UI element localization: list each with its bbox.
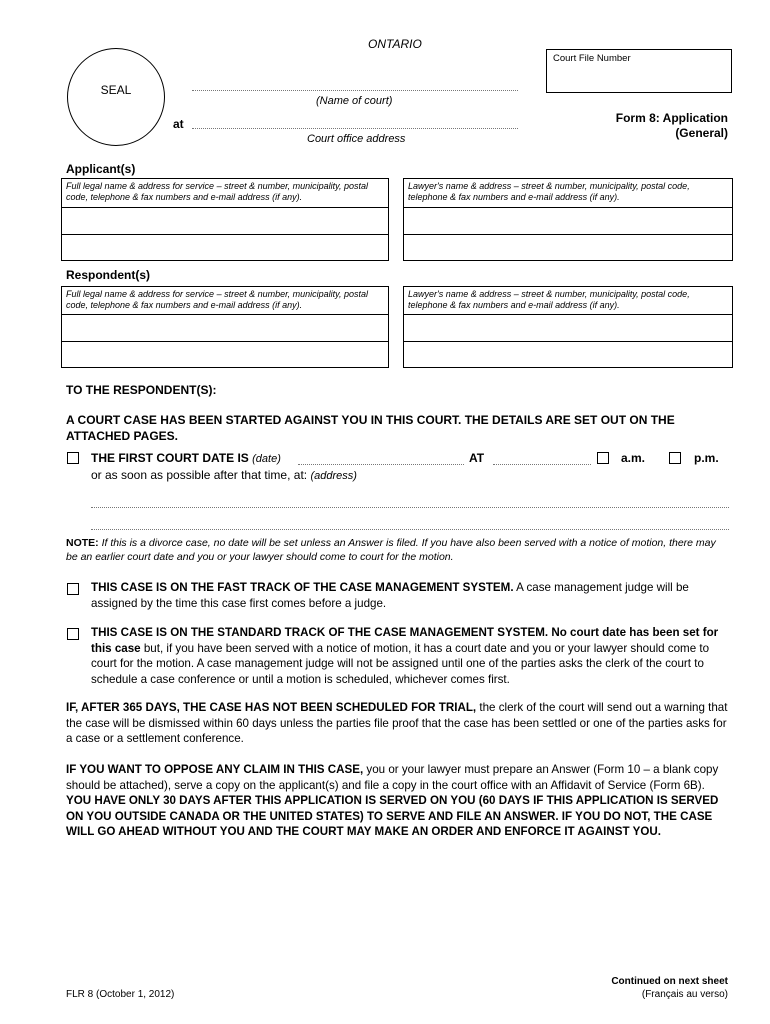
court-office-address-field[interactable] — [192, 128, 518, 129]
first-court-date-label: THE FIRST COURT DATE IS — [91, 451, 249, 465]
applicant-party-box[interactable] — [61, 178, 389, 261]
at-time-label: AT — [469, 451, 485, 465]
first-court-date-line — [91, 451, 281, 468]
pm-label: p.m. — [694, 451, 719, 465]
fast-track-block — [91, 580, 731, 611]
standard-track-bold: THIS CASE IS ON THE STANDARD TRACK OF THE CASE MANAGEMENT SYSTEM. No court date has been set for this case — [91, 626, 719, 655]
form-id: FLR 8 (October 1, 2012) — [66, 989, 175, 1000]
applicant-lawyer-hint: Lawyer's name & address – street & number, municipality, postal code, telephone & fax numbers and e-mail address (if any). — [408, 181, 690, 202]
form-title-line2: (General) — [675, 126, 728, 140]
court-time-field[interactable] — [493, 464, 591, 465]
applicants-heading: Applicant(s) — [66, 162, 136, 176]
seal-label: SEAL — [100, 83, 132, 97]
court-file-number-box[interactable] — [546, 49, 732, 93]
note-text: If this is a divorce case, no date will be set unless an Answer is filed. If you have also been served with a notice of motion, there may be an earlier court date and you or your lawyer should come to court for the motion. — [66, 537, 716, 563]
footer-right — [540, 975, 728, 1001]
jurisdiction: ONTARIO — [368, 37, 422, 51]
case-started-text: A COURT CASE HAS BEEN STARTED AGAINST YOU IN THIS COURT. THE DETAILS ARE SET OUT ON THE ATTACHED PAGES. — [66, 413, 675, 443]
seal-circle — [67, 48, 165, 146]
court-file-number-label: Court File Number — [553, 53, 631, 64]
am-checkbox[interactable] — [597, 452, 609, 464]
fast-track-bold: THIS CASE IS ON THE FAST TRACK OF THE CASE MANAGEMENT SYSTEM. — [91, 581, 514, 594]
form-title-line1: Form 8: Application — [615, 111, 728, 125]
fast-track-text: A case management judge will be assigned by the time this case first comes before a judge. — [91, 581, 689, 610]
to-respondents-heading: TO THE RESPONDENT(S): — [66, 383, 217, 397]
am-label: a.m. — [621, 451, 646, 465]
applicant-party-hint: Full legal name & address for service – street & number, municipality, postal code, telephone & fax numbers and e-mail address (if any). — [66, 181, 368, 202]
respondents-heading: Respondent(s) — [66, 268, 150, 282]
respondent-lawyer-box[interactable] — [403, 286, 733, 368]
court-address-field-1[interactable] — [91, 507, 729, 508]
name-of-court-field[interactable] — [192, 90, 518, 91]
days365-block — [66, 700, 730, 747]
at-label: at — [173, 117, 184, 131]
days365-text: the clerk of the court will send out a warning that the case will be dismissed within 60 days unless the parties file proof that the case has been settled or one of the parties asks for a case or a settlement conference. — [66, 701, 728, 745]
or-as-soon-text: or as soon as possible after that time, at: — [91, 468, 308, 482]
note-block — [66, 537, 730, 564]
or-as-soon-line — [91, 468, 357, 485]
court-address-field-2[interactable] — [91, 529, 729, 530]
respondent-party-hint: Full legal name & address for service – street & number, municipality, postal code, telephone & fax numbers and e-mail address (if any). — [66, 289, 368, 310]
court-date-field[interactable] — [298, 464, 464, 465]
respondent-party-box[interactable] — [61, 286, 389, 368]
note-label: NOTE: — [66, 537, 99, 549]
french-label: (Français au verso) — [641, 989, 728, 1000]
oppose-bold: IF YOU WANT TO OPPOSE ANY CLAIM IN THIS CASE, — [66, 763, 364, 776]
standard-track-checkbox[interactable] — [67, 628, 79, 640]
oppose-text: you or your lawyer must prepare an Answer (Form 10 – a blank copy should be attached), serve a copy on the applicant(s) and file a copy in the court office with an Affidavit of Service (Form 6B). — [66, 763, 719, 792]
fast-track-checkbox[interactable] — [67, 583, 79, 595]
oppose-block — [66, 762, 730, 840]
address-hint: (address) — [310, 470, 357, 482]
first-court-date-checkbox[interactable] — [67, 452, 79, 464]
pm-checkbox[interactable] — [669, 452, 681, 464]
standard-track-text: but, if you have been served with a notice of motion, it has a court date and you or your lawyer should come to court for the motion. A case management judge will not be assigned until one of the parties asks the clerk of the court to schedule a case conference or until a motion is scheduled, whichever comes first. — [91, 641, 710, 686]
days365-bold: IF, AFTER 365 DAYS, THE CASE HAS NOT BEEN SCHEDULED FOR TRIAL, — [66, 701, 477, 714]
form-title — [560, 111, 728, 141]
continued-label: Continued on next sheet — [611, 976, 728, 987]
court-office-address-caption: Court office address — [307, 133, 406, 145]
respondent-lawyer-hint: Lawyer's name & address – street & number, municipality, postal code, telephone & fax numbers and e-mail address (if any). — [408, 289, 690, 310]
applicant-lawyer-box[interactable] — [403, 178, 733, 261]
name-of-court-caption: (Name of court) — [316, 95, 393, 107]
oppose-bold-2: YOU HAVE ONLY 30 DAYS AFTER THIS APPLICATION IS SERVED ON YOU (60 DAYS IF THIS APPLICATION IS SERVED ON YOU OUTSIDE CANADA OR THE UNITED STATES) TO SERVE AND FILE AN ANSWER. IF YOU DO NOT, THE CASE WILL GO AHEAD WITHOUT YOU AND THE COURT MAY MAKE AN ORDER AND ENFORCE IT AGAINST YOU. — [66, 794, 719, 838]
standard-track-block — [91, 625, 731, 687]
date-hint: (date) — [252, 453, 281, 465]
